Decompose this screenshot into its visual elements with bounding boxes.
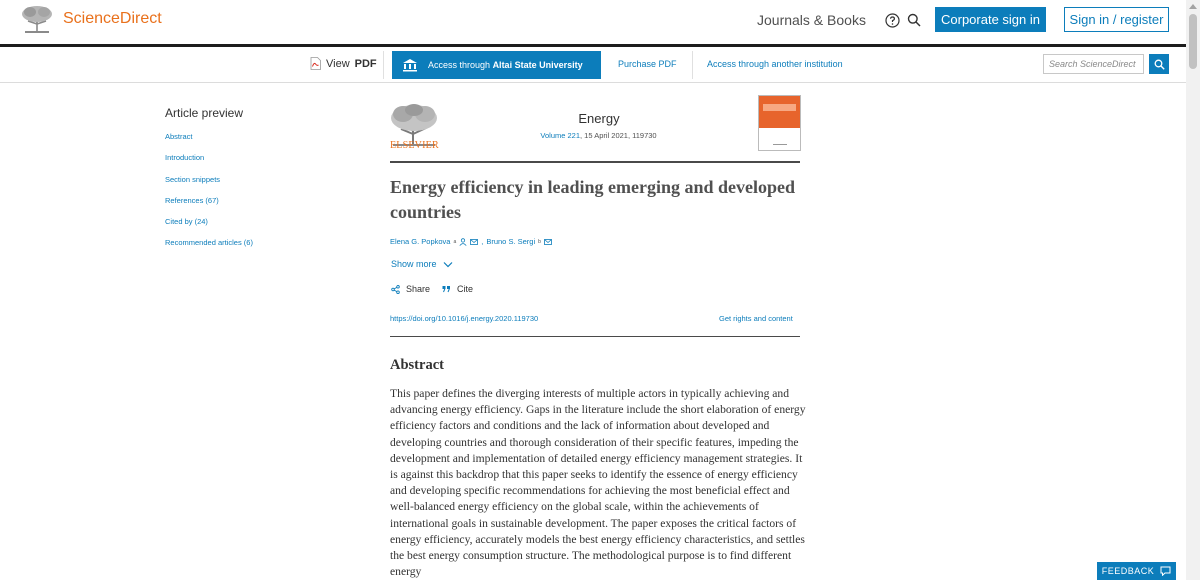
cite-button[interactable] — [442, 284, 473, 294]
toolbar-divider — [692, 51, 693, 79]
author-separator: , — [481, 237, 484, 246]
journal-name-link[interactable]: Energy — [578, 111, 620, 126]
cover-footer-line — [773, 144, 787, 145]
toolbar-divider — [383, 51, 384, 79]
chevron-down-icon — [443, 261, 453, 268]
cover-title-band — [763, 104, 796, 111]
article-outline-list — [165, 132, 253, 260]
author-list — [390, 237, 552, 246]
search-submit-button[interactable] — [1149, 54, 1169, 74]
search-icon — [1154, 59, 1165, 70]
top-navigation-bar — [0, 0, 1186, 44]
quote-icon — [442, 285, 451, 293]
outline-item-recommended-articles[interactable]: Recommended articles (6) — [165, 238, 253, 248]
doi-divider — [390, 336, 800, 337]
article-toolbar — [0, 47, 1186, 83]
access-institution-name: Altai State University — [492, 60, 583, 70]
view-pdf-prefix: View — [326, 57, 350, 70]
share-label: Share — [406, 284, 431, 294]
author-affiliation-a[interactable]: a — [453, 238, 457, 245]
outline-item-section-snippets[interactable]: Section snippets — [165, 174, 221, 184]
view-pdf-bold: PDF — [354, 57, 377, 70]
scroll-up-arrow-icon[interactable] — [1189, 4, 1197, 9]
view-pdf-link[interactable] — [310, 57, 377, 70]
volume-link[interactable]: Volume 221 — [540, 131, 581, 140]
person-icon[interactable] — [459, 238, 467, 246]
share-cite-bar — [391, 284, 485, 294]
get-rights-link[interactable]: Get rights and content — [719, 314, 793, 323]
outline-item-cited-by[interactable]: Cited by (24) — [165, 217, 208, 227]
outline-item-abstract[interactable]: Abstract — [165, 132, 193, 141]
outline-item-references[interactable]: References (67) — [165, 195, 219, 205]
access-other-institution-link[interactable]: Access through another institution — [707, 59, 843, 69]
share-icon — [391, 285, 400, 294]
author-sergi-link[interactable]: Bruno S. Sergi — [486, 237, 536, 246]
header-rule — [390, 161, 800, 163]
search-sciencedirect-input[interactable] — [1043, 54, 1144, 74]
access-prefix: Access through — [428, 60, 491, 70]
journal-cover-thumbnail[interactable] — [758, 95, 801, 151]
abstract-heading: Abstract — [390, 357, 444, 373]
elsevier-wordmark: ELSEVIER — [390, 140, 439, 151]
journals-books-link[interactable]: Journals & Books — [757, 12, 866, 28]
share-button[interactable] — [391, 284, 430, 294]
doi-link[interactable]: https://doi.org/10.1016/j.energy.2020.119730 — [390, 314, 539, 323]
speech-bubble-icon — [1160, 566, 1171, 576]
article-title: Energy efficiency in leading emerging and developed countries — [390, 177, 795, 222]
scrollbar-thumb[interactable] — [1189, 14, 1197, 69]
search-icon[interactable] — [907, 13, 921, 27]
cite-label: Cite — [457, 284, 474, 294]
sciencedirect-logo[interactable]: ScienceDirect — [63, 10, 162, 27]
author-affiliation-b[interactable]: b — [538, 238, 541, 245]
show-more-button[interactable] — [391, 259, 453, 269]
corporate-sign-in-button[interactable]: Corporate sign in — [935, 7, 1046, 32]
article-preview-heading: Article preview — [165, 106, 244, 120]
purchase-pdf-link[interactable]: Purchase PDF — [618, 59, 677, 69]
cover-header-block — [759, 96, 800, 128]
feedback-button[interactable] — [1097, 562, 1176, 580]
sign-in-register-button[interactable]: Sign in / register — [1064, 7, 1169, 32]
abstract-text: This paper defines the diverging interests of multiple actors in typically achieving and advancing energy efficiency. Gaps in the literature include the short elaboration of energy efficiency factors and conditions and the lack of information about developed and developing countries and thorough consideration of their specific features, impeding the development and implementation of detailed energy efficiency management strategies. It is against this backdrop that this paper seeks to identify the essence of energy efficiency and developing specific recommendations for achieving the most beneficial effect and well-balanced energy efficiency on the global scale, within the achievements of international goals in sustainable development. The paper exposes the critical factors of energy efficiency, accurately models the best energy efficiency characteristics, and settles the best energy consumption structure. The methodological purpose is to find different energy — [390, 387, 806, 579]
author-popkova-link[interactable]: Elena G. Popkova — [390, 237, 451, 246]
show-more-label: Show more — [391, 259, 437, 269]
institution-icon — [402, 58, 418, 72]
email-icon[interactable] — [470, 238, 478, 246]
help-icon[interactable] — [885, 13, 900, 28]
access-through-institution-button[interactable] — [392, 51, 601, 79]
volume-details: , 15 April 2021, 119730 — [580, 131, 657, 140]
email-icon[interactable] — [544, 238, 552, 246]
elsevier-tree-logo-icon[interactable] — [19, 4, 55, 34]
pdf-file-icon — [310, 57, 321, 70]
page-scrollbar[interactable] — [1186, 0, 1200, 580]
feedback-label: FEEDBACK — [1101, 566, 1155, 576]
outline-item-introduction[interactable]: Introduction — [165, 153, 205, 163]
volume-info — [512, 131, 685, 140]
